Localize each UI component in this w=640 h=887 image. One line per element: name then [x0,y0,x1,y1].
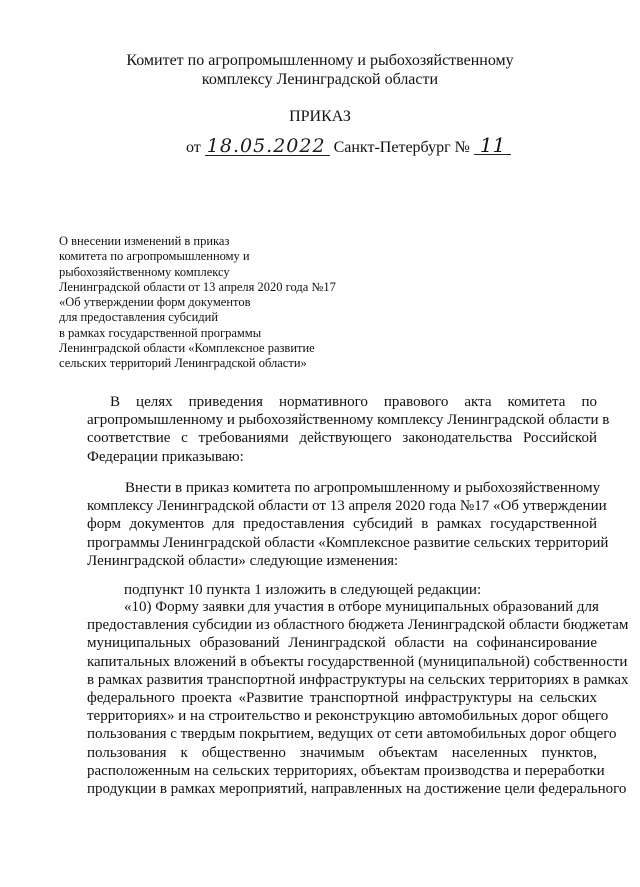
number-prefix: № [454,139,470,156]
text-line: «10) Форму заявки для участия в отборе муниципальных образований для [124,599,599,615]
issuer-line-1: Комитет по агропромышленному и рыбохозяйственному [126,52,514,69]
text-line: В целях приведения нормативного правового акта комитета по [110,394,597,410]
text-line: федерального проекта «Развитие транспортной инфраструктуры на сельских [87,690,597,707]
issuer-line-2: комплексу Ленинградской области [201,71,439,88]
text-line: предоставления субсидии из областного бюджета Ленинградской области бюджетам [87,617,629,634]
subject-line: комитета по агропромышленному и [59,249,250,264]
text-line: подпункт 10 пункта 1 изложить в следующей редакции: [124,582,482,598]
text-line: территориях» и на строительство и реконструкцию автомобильных дорог общего [87,708,609,725]
subject-line: для предоставления субсидий [59,310,219,325]
text-line: продукции в рамках мероприятий, направленных на достижение цели федерального [87,781,627,798]
text-line: агропромышленному и рыбохозяйственному комплексу Ленинградской области в [87,412,610,429]
order-subject [59,234,336,372]
subject-line: «Об утверждении форм документов [59,295,251,310]
order-paragraph [87,479,609,570]
text-line: Внести в приказ комитета по агропромышленному и рыбохозяйственному [125,480,601,496]
text-line: Ленинградской области» следующие изменения: [87,552,399,569]
handwritten-number: 11 [474,136,511,155]
text-line: расположенным на сельских территориях, объектам производства и переработки [87,762,605,779]
date-line [186,133,511,157]
order-title: ПРИКАЗ [289,108,351,125]
subject-line: рыбохозяйственному комплексу [59,264,230,279]
text-line: комплексу Ленинградской области от 13 апреля 2020 года №17 «Об утверждении [87,498,607,515]
text-line: муниципальных образований Ленинградской области на софинансирование [87,635,597,652]
text-line: Федерации приказываю: [87,448,244,465]
date-prefix: от [186,139,201,156]
subject-line: сельских территорий Ленинградской области» [59,356,307,371]
subject-line: О внесении изменений в приказ [59,234,230,248]
subpoint-text [87,598,629,798]
subject-line: Ленинградской области от 13 апреля 2020 года №17 [59,279,336,294]
text-line: в рамках развития транспортной инфраструктуры на сельских территориях в рамках [87,671,629,688]
text-line: программы Ленинградской области «Комплексное развитие сельских территорий [87,534,609,551]
subject-line: Ленинградской области «Комплексное развитие [59,341,315,356]
text-line: капитальных вложений в объекты государственной (муниципальной) собственности [87,653,628,670]
text-line: форм документов для предоставления субсидий в рамках государственной [87,516,597,533]
subject-line: в рамках государственной программы [59,325,262,340]
text-line: пользования к общественно значимым объектам населенных пунктов, [87,744,597,761]
preamble-paragraph [87,393,610,466]
text-line: пользования с твердым покрытием, ведущих от сети автомобильных дорог общего [87,726,617,743]
text-line: соответствие с требованиями действующего законодательства Российской [87,430,597,447]
subpoint-intro [87,581,597,599]
city: Санкт-Петербург [333,139,451,156]
handwritten-date: 18.05.2022 [205,137,330,156]
